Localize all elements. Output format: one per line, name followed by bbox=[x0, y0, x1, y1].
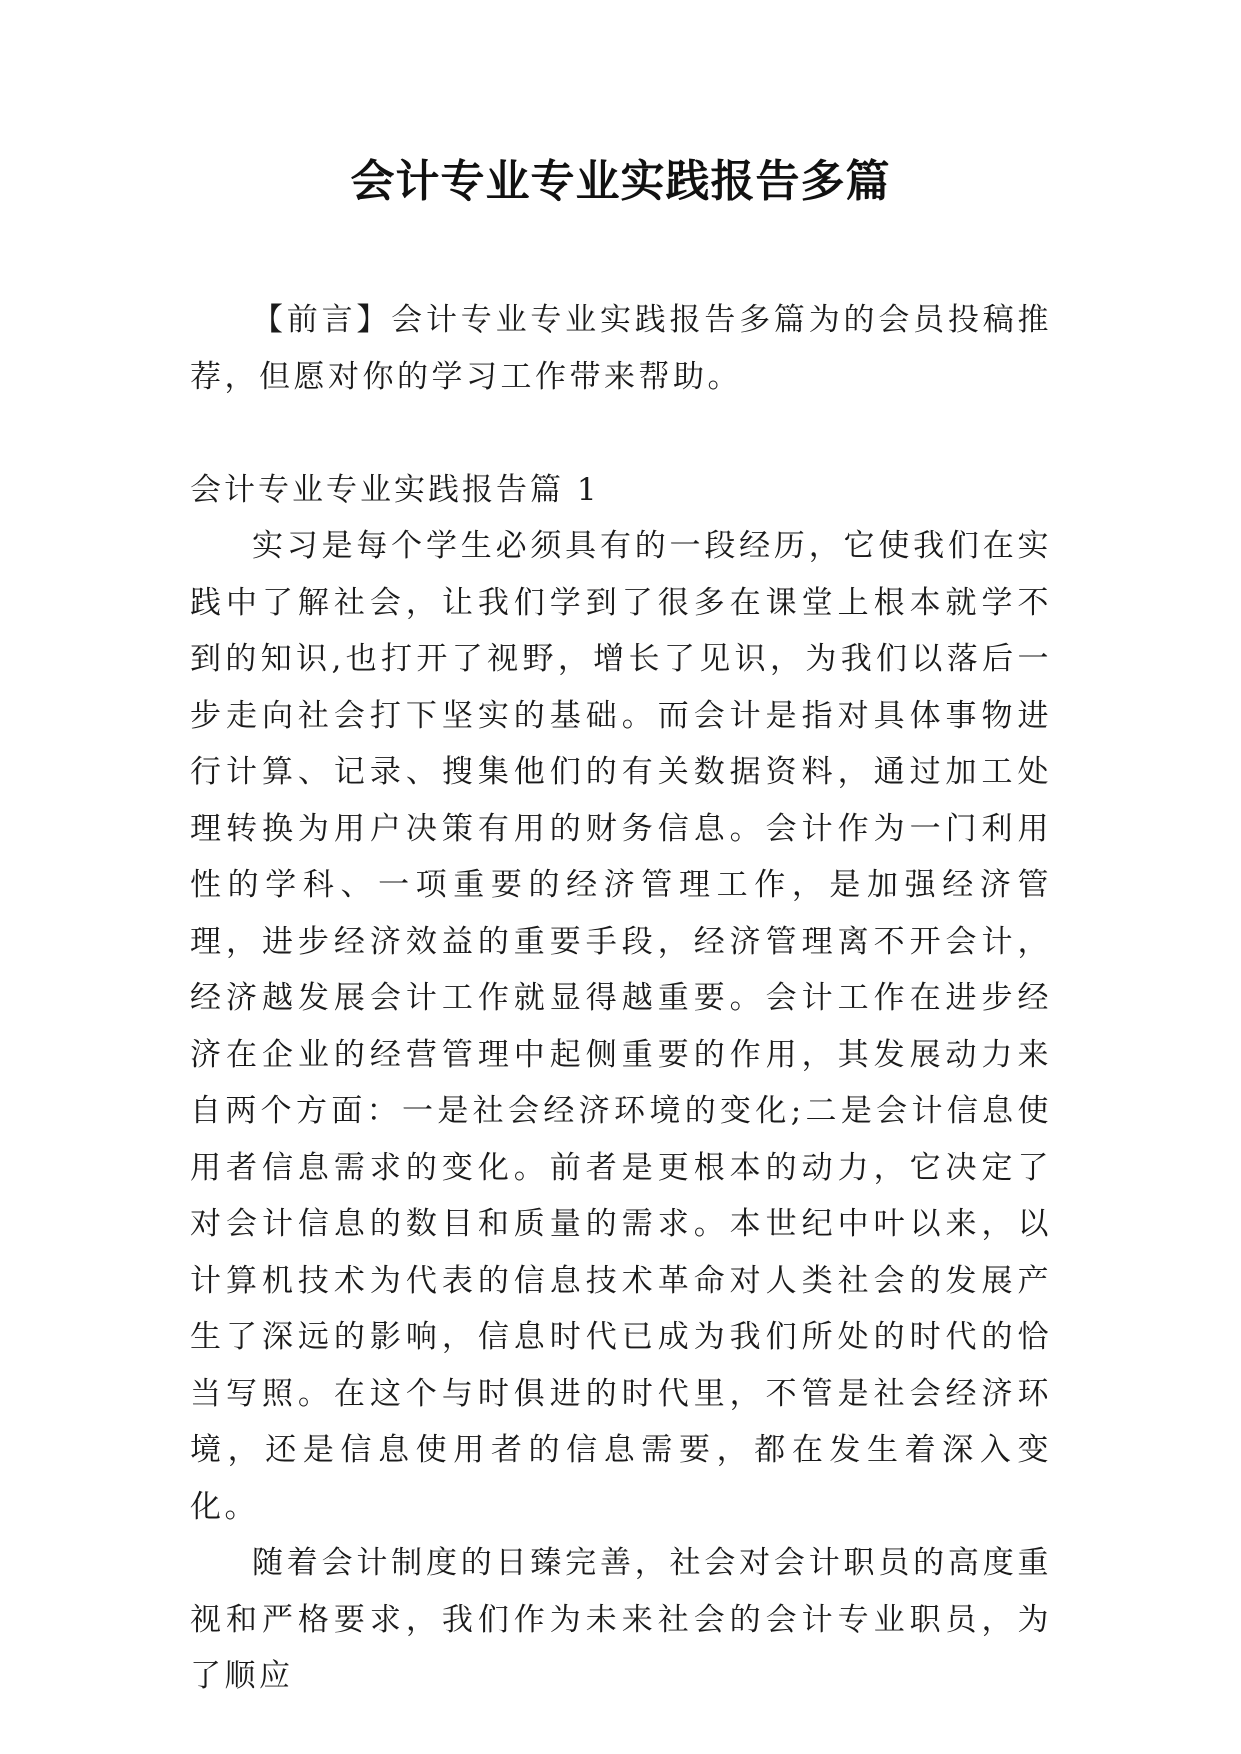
document-title: 会计专业专业实践报告多篇 bbox=[350, 156, 891, 207]
preface-paragraph: 【前言】会计专业专业实践报告多篇为的会员投稿推荐，但愿对你的学习工作带来帮助。 bbox=[190, 302, 1052, 395]
section-heading: 会计专业专业实践报告篇 1 bbox=[190, 472, 600, 508]
body-paragraph-2: 随着会计制度的日臻完善，社会对会计职员的高度重视和严格要求，我们作为未来社会的会计专业职员，为了顺应 bbox=[190, 1545, 1052, 1694]
report-body bbox=[190, 518, 1052, 1705]
body-paragraph-1: 实习是每个学生必须具有的一段经历，它使我们在实践中了解社会，让我们学到了很多在课堂上根本就学不到的知识,也打开了视野，增长了见识，为我们以落后一步走向社会打下坚实的基础。而会计是指对具体事物进行计算、记录、搜集他们的有关数据资料，通过加工处理转换为用户决策有用的财务信息。会计作为一门利用性的学科、一项重要的经济管理工作，是加强经济管理，进步经济效益的重要手段，经济管理离不开会计，经济越发展会计工作就显得越重要。会计工作在进步经济在企业的经营管理中起侧重要的作用，其发展动力来自两个方面：一是社会经济环境的变化;二是会计信息使用者信息需求的变化。前者是更根本的动力，它决定了对会计信息的数目和质量的需求。本世纪中叶以来，以计算机技术为代表的信息技术革命对人类社会的发展产生了深远的影响，信息时代已成为我们所处的时代的恰当写照。在这个与时俱进的时代里，不管是社会经济环境，还是信息使用者的信息需要，都在发生着深入变化。 bbox=[190, 528, 1052, 1525]
preface-block bbox=[190, 292, 1052, 405]
